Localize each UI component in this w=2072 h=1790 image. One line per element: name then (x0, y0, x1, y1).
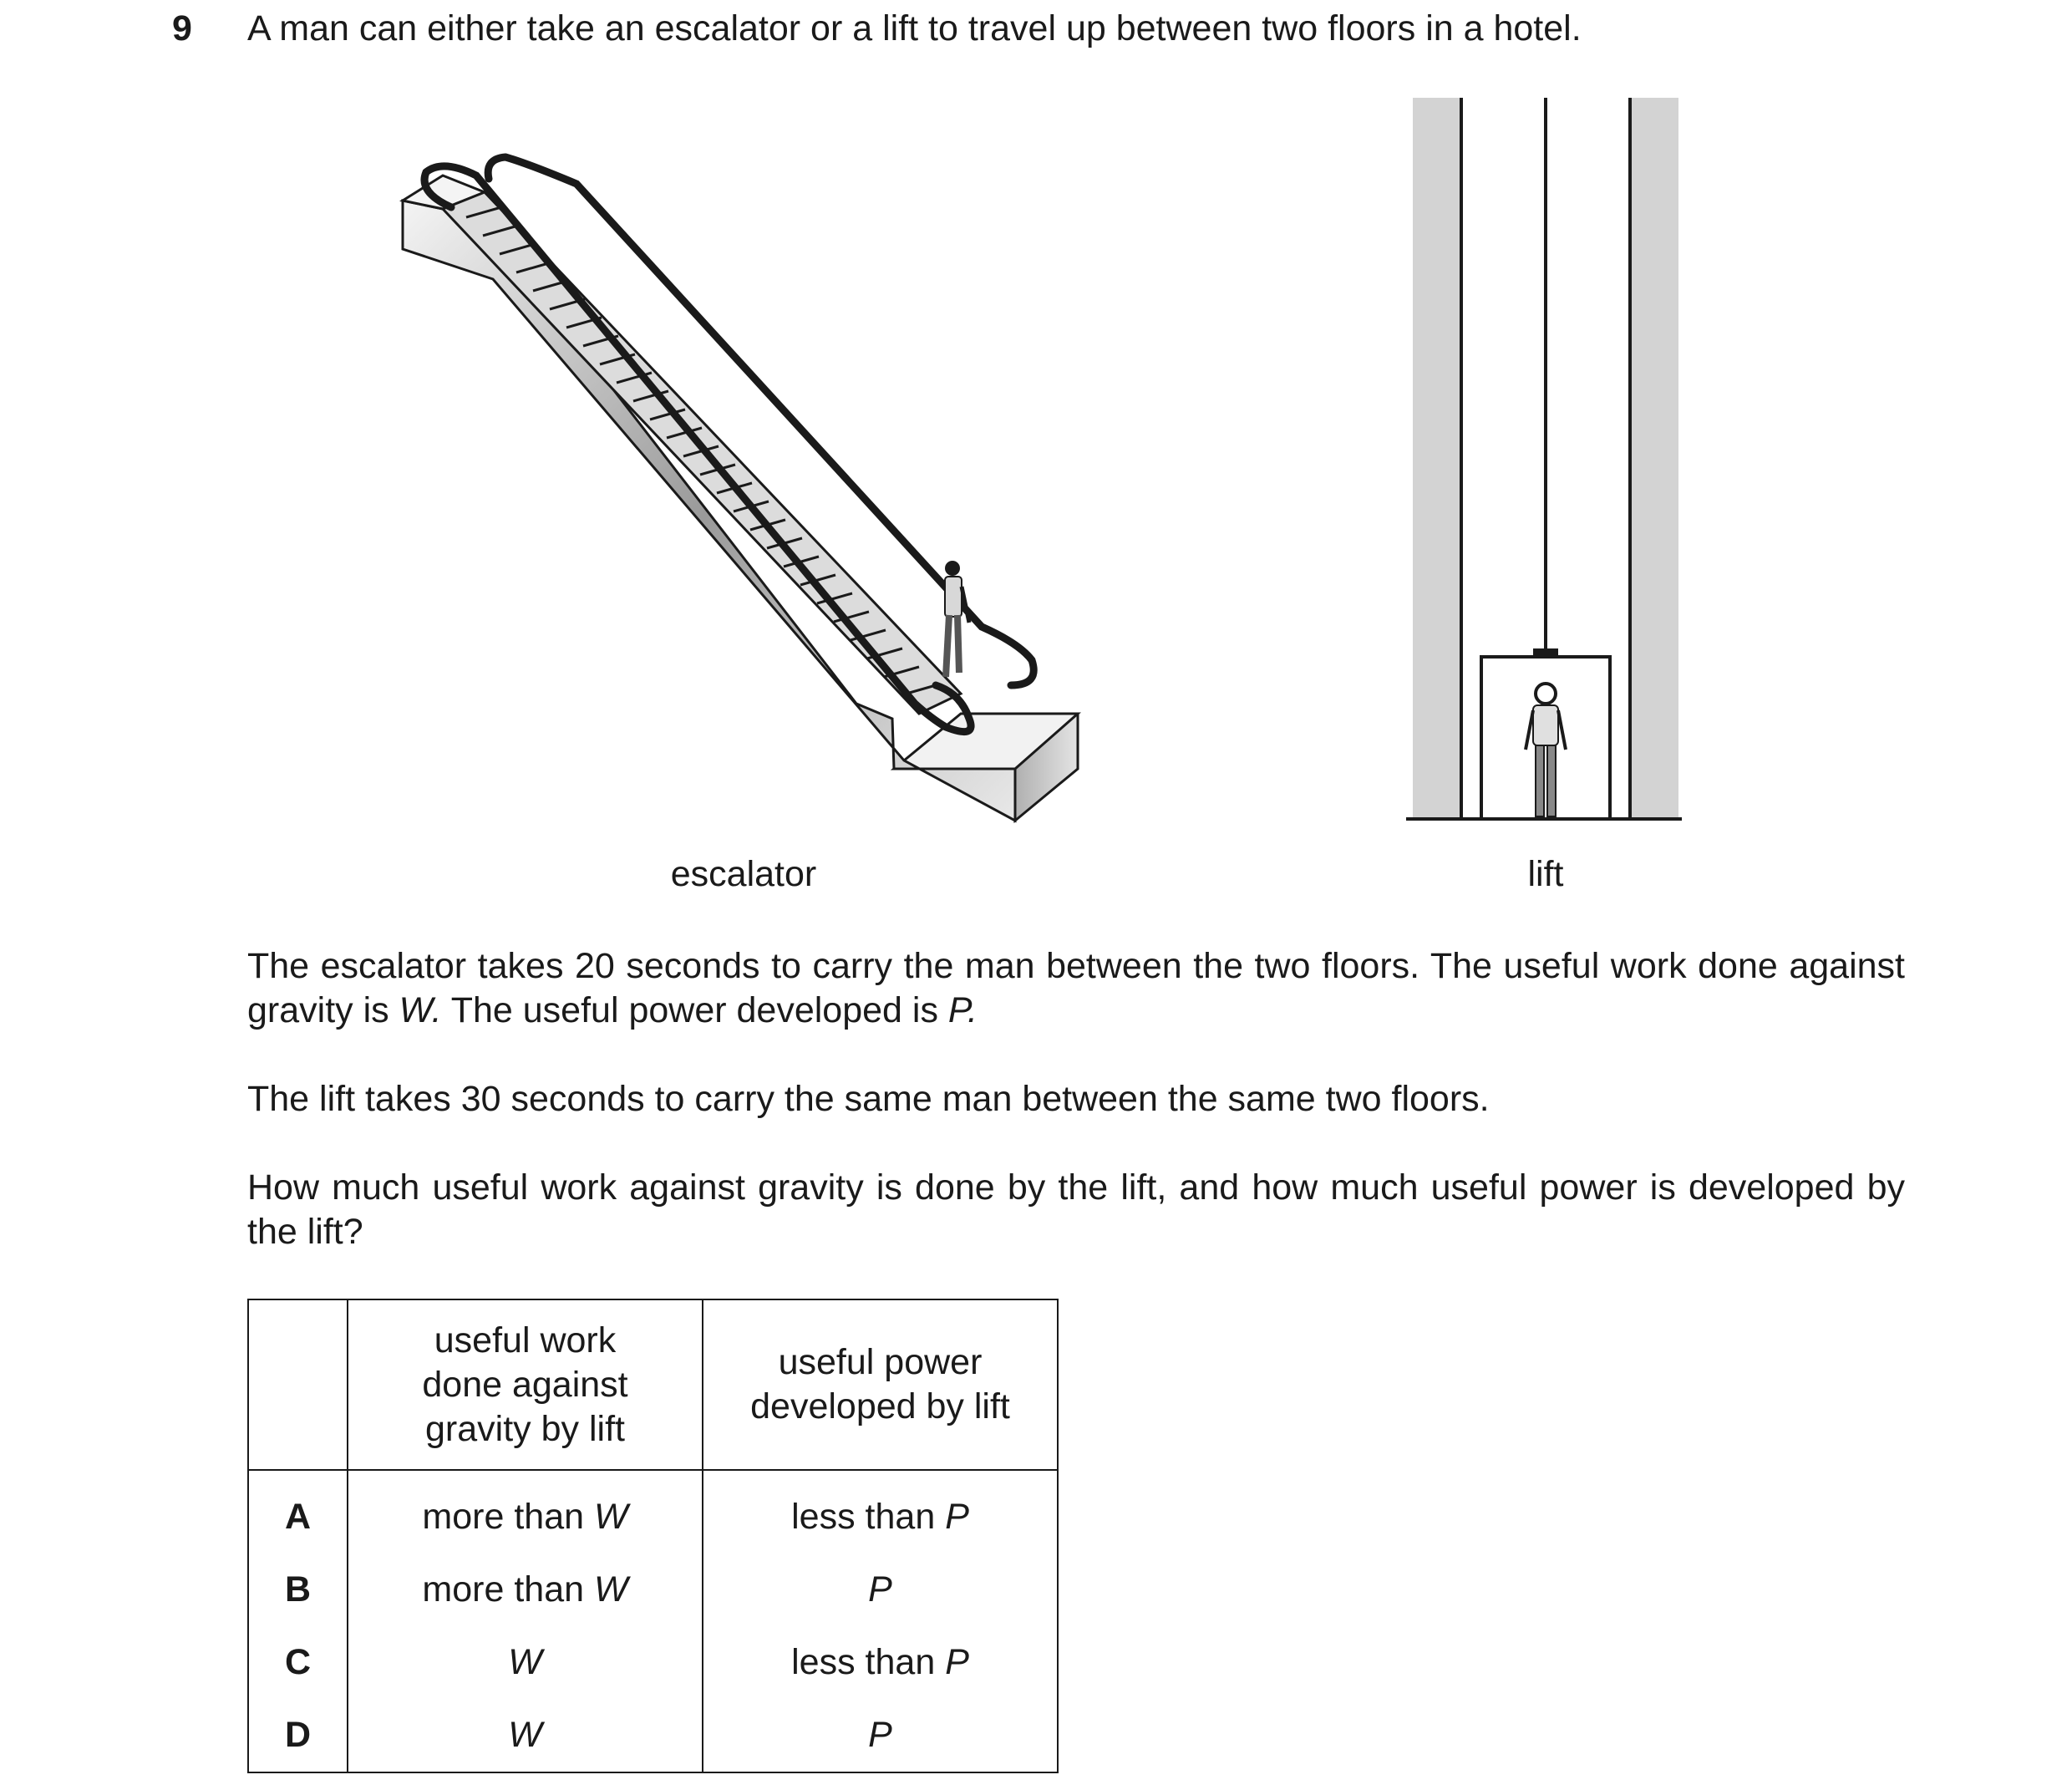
work-symbol: W (508, 1715, 542, 1755)
lift-illustration (1406, 94, 1682, 829)
escalator-caption: escalator (670, 854, 817, 894)
paragraph-escalator (247, 944, 1905, 1033)
option-work (348, 1699, 703, 1772)
power-prefix: less than (791, 1497, 946, 1537)
right-shaft-wall (1630, 98, 1678, 819)
man-on-escalator (945, 561, 969, 677)
power-symbol: P (868, 1715, 892, 1755)
work-symbol: W (593, 1569, 628, 1609)
escalator-illustration (393, 142, 1103, 836)
option-power (703, 1554, 1058, 1626)
option-work (348, 1626, 703, 1699)
paragraph-lift: The lift takes 30 seconds to carry the same man between the same two floors. (247, 1079, 1490, 1119)
question-stem: A man can either take an escalator or a lift to travel up between two floors in a hotel. (247, 8, 1582, 48)
question-number: 9 (172, 8, 192, 48)
header-power-line-2: developed by lift (750, 1386, 1010, 1426)
options-table (247, 1299, 1059, 1773)
option-row-c[interactable] (248, 1626, 1058, 1699)
header-empty-cell (248, 1299, 348, 1470)
left-shaft-wall (1413, 98, 1461, 819)
option-work (348, 1554, 703, 1626)
work-symbol: W (593, 1497, 628, 1537)
work-symbol: W. (399, 990, 442, 1030)
work-prefix: more than (422, 1569, 594, 1609)
power-symbol: P (945, 1642, 969, 1682)
option-row-d[interactable] (248, 1699, 1058, 1772)
power-prefix: less than (791, 1642, 946, 1682)
option-letter: D (248, 1699, 348, 1772)
option-letter: A (248, 1470, 348, 1554)
option-power (703, 1699, 1058, 1772)
power-symbol: P (945, 1497, 969, 1537)
option-row-b[interactable] (248, 1554, 1058, 1626)
option-work (348, 1470, 703, 1554)
header-power-line-1: useful power (778, 1342, 983, 1382)
power-symbol: P (868, 1569, 892, 1609)
work-prefix: more than (422, 1497, 594, 1537)
option-power (703, 1470, 1058, 1554)
header-power (703, 1299, 1058, 1470)
header-work (348, 1299, 703, 1470)
work-symbol: W (508, 1642, 542, 1682)
option-power (703, 1626, 1058, 1699)
option-letter: C (248, 1626, 348, 1699)
header-work-line-1: useful work (434, 1320, 617, 1360)
header-work-line-2: done against (422, 1364, 628, 1405)
option-row-a[interactable] (248, 1470, 1058, 1554)
option-letter: B (248, 1554, 348, 1626)
paragraph-question: How much useful work against gravity is done by the lift, and how much useful power is developed by the lift? (247, 1167, 1905, 1252)
power-symbol: P. (947, 990, 978, 1030)
header-work-line-3: gravity by lift (425, 1408, 625, 1449)
paragraph-escalator-part1: The escalator takes 20 seconds to carry the man between the two floors. The useful work done against gravity is (247, 946, 1905, 1030)
lift-caption: lift (1527, 854, 1564, 894)
paragraph-escalator-part2: The useful power developed is (441, 990, 948, 1030)
